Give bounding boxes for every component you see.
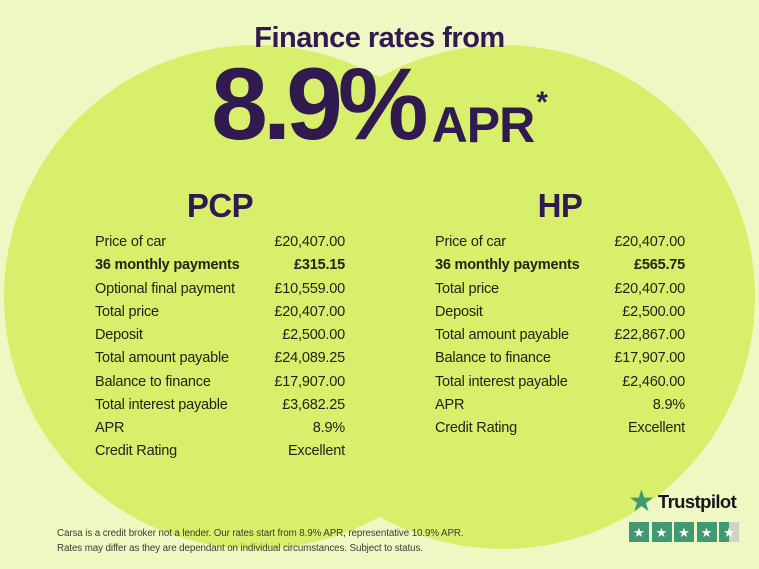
table-row (435, 304, 685, 327)
pcp-heading: PCP (186, 187, 254, 224)
disclaimer-line-2: Rates may differ as they are dependant on individual circumstances. Subject to status. (57, 542, 423, 554)
table-row (95, 443, 345, 466)
table-row (95, 234, 345, 257)
row-label: Total interest payable (95, 396, 228, 413)
row-label: APR (95, 420, 125, 436)
row-label: Credit Rating (95, 443, 178, 460)
star-icon: ★ (655, 524, 668, 540)
row-value: £10,559.00 (274, 280, 345, 297)
row-label: APR (435, 396, 465, 413)
row-label: Credit Rating (435, 420, 518, 436)
rating-star-box (719, 522, 739, 542)
table-row (435, 397, 685, 420)
table-row (95, 281, 345, 304)
asterisk-footnote-marker: * (536, 86, 548, 119)
disclaimer-text (57, 527, 464, 556)
row-label: Total price (95, 303, 159, 320)
table-row (435, 420, 685, 443)
row-value: £20,407.00 (614, 280, 685, 297)
row-value: 8.9% (652, 396, 685, 413)
rating-star-box (674, 522, 694, 542)
row-value: 8.9% (312, 420, 345, 436)
row-label: Deposit (95, 327, 143, 343)
row-value: £20,407.00 (274, 234, 345, 250)
row-label: Deposit (435, 303, 483, 320)
row-value: £22,867.00 (614, 327, 685, 343)
row-value: £315.15 (293, 257, 345, 274)
apr-label: APR (431, 96, 535, 153)
row-label: 36 monthly payments (95, 257, 240, 274)
hp-table (435, 188, 685, 443)
row-label: Balance to finance (435, 350, 551, 367)
table-row (95, 420, 345, 443)
star-icon: ★ (723, 524, 735, 540)
disclaimer-line-1: Carsa is a credit broker not a lender. Our rates start from 8.9% APR, representative 10.9% APR. (57, 528, 464, 539)
table-row (95, 397, 345, 420)
table-row (95, 350, 345, 373)
table-row (95, 304, 345, 327)
finance-title: Finance rates from (254, 22, 505, 54)
row-value: £17,907.00 (614, 350, 685, 367)
row-value: £24,089.25 (274, 350, 345, 367)
row-label: Balance to finance (95, 373, 211, 390)
star-icon: ★ (678, 524, 690, 540)
row-label: Price of car (435, 234, 506, 250)
row-value: £2,500.00 (622, 303, 685, 320)
table-row (435, 350, 685, 373)
hero-rate-group (0, 47, 759, 161)
row-label: Total interest payable (435, 373, 568, 390)
table-row (95, 374, 345, 397)
table-row (95, 327, 345, 350)
rate-value: 8.9% (211, 47, 424, 161)
rating-star-box (652, 522, 672, 542)
row-value: £20,407.00 (614, 234, 685, 250)
star-icon: ★ (700, 524, 713, 540)
row-label: Total amount payable (435, 327, 569, 343)
rating-star-box (697, 522, 717, 542)
row-value: Excellent (627, 420, 685, 436)
row-value: £2,460.00 (622, 373, 685, 390)
trustpilot-wordmark: Trustpilot (657, 491, 737, 512)
table-row (435, 281, 685, 304)
row-value: £565.75 (633, 257, 685, 274)
row-value: Excellent (287, 443, 345, 460)
trustpilot-rating-stars (628, 522, 739, 542)
star-icon: ★ (633, 524, 645, 540)
row-label: Total price (435, 280, 499, 297)
row-label: 36 monthly payments (435, 257, 580, 274)
table-row (435, 234, 685, 257)
trustpilot-star-icon: ★ (628, 485, 655, 518)
row-value: £2,500.00 (282, 327, 345, 343)
trustpilot-logo (628, 485, 739, 518)
row-label: Optional final payment (95, 280, 235, 297)
table-row (435, 374, 685, 397)
table-row (435, 257, 685, 280)
rating-star-box (629, 522, 649, 542)
row-value: £3,682.25 (282, 396, 345, 413)
row-label: Total amount payable (95, 350, 229, 367)
trustpilot-badge (628, 485, 739, 542)
pcp-table (95, 188, 345, 467)
hp-heading: HP (537, 187, 583, 224)
row-value: £20,407.00 (274, 303, 345, 320)
table-row (95, 257, 345, 280)
table-row (435, 327, 685, 350)
row-label: Price of car (95, 234, 166, 250)
row-value: £17,907.00 (274, 373, 345, 390)
